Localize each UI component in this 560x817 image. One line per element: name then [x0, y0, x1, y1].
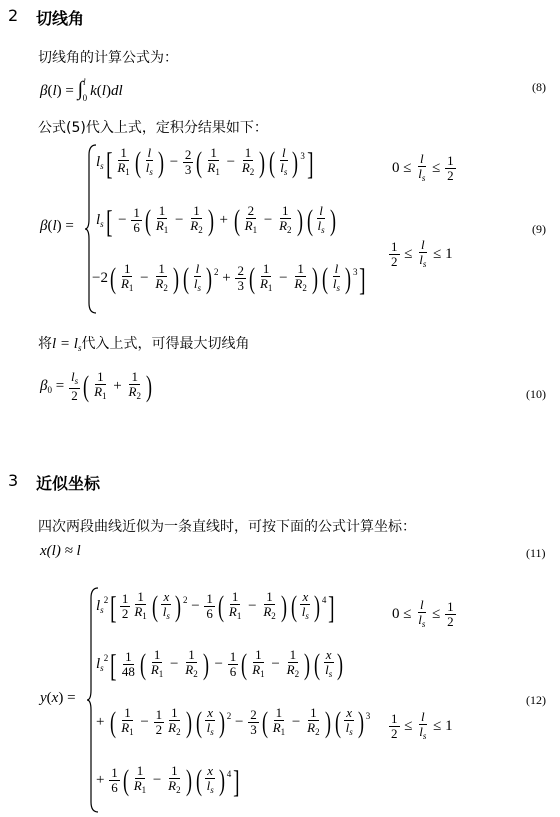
paragraph: 四次两段曲线近似为一条直线时，可按下面的公式计算坐标： — [38, 519, 416, 535]
section-title: 近似坐标 — [36, 474, 101, 493]
condition-2: $\frac{1}{2}$ ≤ $\frac{l}{l_s}$ ≤ 1 — [391, 237, 453, 269]
equation-number: (11) — [526, 546, 546, 560]
equation-9-lhs: β(l) = — [40, 218, 74, 234]
equation-9-row-2: $l_s$[ − $\frac{1}{6}$ ( $\frac{1}{R_1}$ − $\frac{1}{R_2}$ ) + ( $\frac{2}{R_1}$ − $\frac{1}{R_2}$ ) ( $\frac{l}{l_s}$ ) — [96, 202, 336, 239]
paragraph: 公式(5)代入上式，定积分结果如下： — [38, 120, 268, 136]
equation-12-lhs: y(x) = — [40, 690, 76, 706]
paragraph: 切线角的计算公式为： — [38, 50, 178, 66]
section-title: 切线角 — [36, 9, 85, 28]
equation-10: $\beta_0$ = $\frac{l_s}{2}$ ( $\frac{1}{R_1}$ + $\frac{1}{R_2}$ ) — [40, 369, 152, 403]
equation-9-row-1: $l_s$[ $\frac{1}{R_1}$ ( $\frac{l}{l_s}$ ) − $\frac{2}{3}$ ( $\frac{1}{R_1}$ − $\frac{1}{R_2}$ ) ( $\frac{l}{l_s}$ ) $^3$] — [96, 144, 314, 181]
paragraph: 将$l = l_s$代入上式，可得最大切线角 — [38, 336, 250, 353]
equation-number: (8) — [532, 80, 546, 94]
condition-1: 0 ≤ $\frac{l}{l_s}$ ≤ $\frac{1}{2}$ — [392, 597, 454, 629]
equation-12-row-4: + $\frac{1}{6}$ ( $\frac{1}{R_1}$ − $\frac{1}{R_2}$ ) ( $\frac{x}{l_s}$ ) $^4$] — [96, 762, 240, 799]
equation-12-row-2: $l_s^2$[ $\frac{1}{48}$ ( $\frac{1}{R_1}$ − $\frac{1}{R_2}$ ) − $\frac{1}{6}$ ( $\frac{1}{R_1}$ − $\frac{1}{R_2}$ ) ( $\frac{x}{l_s}$ ) — [96, 646, 344, 683]
condition-1: 0 ≤ $\frac{l}{l_s}$ ≤ $\frac{1}{2}$ — [392, 151, 454, 183]
equation-11: x(l) ≈ l — [40, 543, 81, 559]
condition-2: $\frac{1}{2}$ ≤ $\frac{l}{l_s}$ ≤ 1 — [391, 709, 453, 741]
equation-number: (10) — [526, 387, 546, 401]
section-number: 2 — [8, 6, 19, 25]
equation-number: (9) — [532, 222, 546, 236]
equation-12-row-1: $l_s^2$[ $\frac{1}{2}$ $\frac{1}{R_1}$ ( $\frac{x}{l_s}$ ) $^2$ − $\frac{1}{6}$ ( $\frac{1}{R_1}$ − $\frac{1}{R_2}$ ) ( $\frac{x}{l_s}$ ) $^4$] — [96, 588, 335, 625]
equation-12-row-3: + ( $\frac{1}{R_1}$ − $\frac{1}{2}$ $\frac{1}{R_2}$ ) ( $\frac{x}{l_s}$ ) $^2$ − $\frac{2}{3}$ ( $\frac{1}{R_1}$ − $\frac{1}{R_2}$ ) ( $\frac{x}{l_s}$ ) $^3$ — [96, 705, 371, 739]
section-number: 3 — [8, 471, 19, 490]
equation-8: β(l) = ∫$^l_0$ k(l)dl — [40, 77, 123, 103]
equation-number: (12) — [526, 693, 546, 707]
equation-9-row-3: −2( $\frac{1}{R_1}$ − $\frac{1}{R_2}$ ) ( $\frac{l}{l_s}$ ) $^2$ + $\frac{2}{3}$ ( $\frac{1}{R_1}$ − $\frac{1}{R_2}$ ) ( $\frac{l}{l_s}$ ) $^3$] — [92, 260, 366, 297]
